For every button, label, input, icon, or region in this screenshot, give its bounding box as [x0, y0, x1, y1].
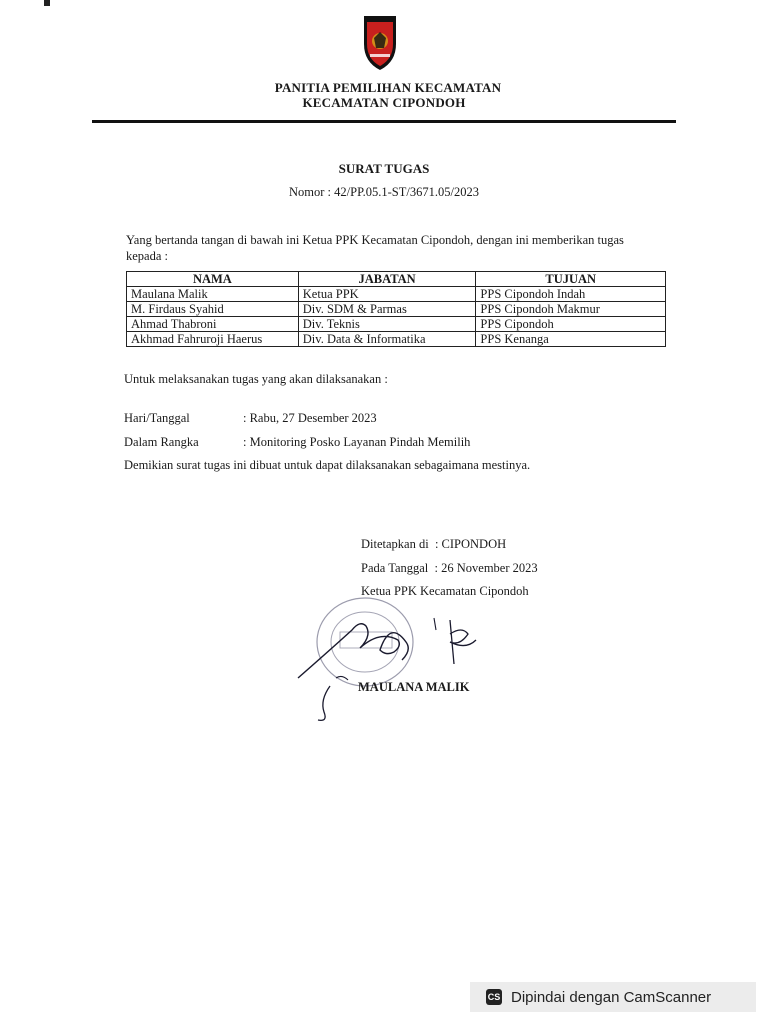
scan-corner-mark: [44, 0, 50, 6]
table-row: [127, 317, 666, 332]
sign-role: Ketua PPK Kecamatan Cipondoh: [361, 584, 529, 598]
detail-label-date: Hari/Tanggal: [124, 411, 190, 425]
cell-tujuan: PPS Kenanga: [476, 332, 666, 347]
camscanner-watermark: [470, 982, 756, 1012]
column-header-jabatan: JABATAN: [298, 272, 476, 287]
signatory-name: MAULANA MALIK: [358, 680, 470, 694]
column-header-nama: NAMA: [127, 272, 299, 287]
camscanner-icon: CS: [486, 989, 502, 1005]
sign-date: Pada Tanggal : 26 November 2023: [361, 561, 538, 575]
header-line-1: PANITIA PEMILIHAN KECAMATAN: [274, 80, 502, 95]
closing-paragraph: Demikian surat tugas ini dibuat untuk dapat dilaksanakan sebagaimana mestinya.: [124, 458, 531, 472]
sign-place: Ditetapkan di : CIPONDOH: [361, 537, 507, 551]
detail-value-purpose: : Monitoring Posko Layanan Pindah Memilih: [243, 435, 471, 449]
cell-jabatan: Div. SDM & Parmas: [298, 302, 476, 317]
kpu-logo: [362, 14, 398, 72]
cell-nama: M. Firdaus Syahid: [127, 302, 299, 317]
letter-number: Nomor : 42/PP.05.1-ST/3671.05/2023: [289, 185, 479, 199]
detail-label-purpose: Dalam Rangka: [124, 435, 199, 449]
letter-title: SURAT TUGAS: [338, 161, 430, 176]
detail-value-date: : Rabu, 27 Desember 2023: [243, 411, 377, 425]
cell-nama: Akhmad Fahruroji Haerus: [127, 332, 299, 347]
table-header-row: [127, 272, 666, 287]
header-line-2: KECAMATAN CIPONDOH: [302, 95, 466, 110]
cell-nama: Ahmad Thabroni: [127, 317, 299, 332]
cell-tujuan: PPS Cipondoh Indah: [476, 287, 666, 302]
header-divider: [92, 120, 676, 123]
assignment-table: [126, 271, 666, 347]
table-row: [127, 287, 666, 302]
column-header-tujuan: TUJUAN: [476, 272, 666, 287]
cell-jabatan: Ketua PPK: [298, 287, 476, 302]
official-stamp-and-signature: [290, 590, 490, 730]
table-row: [127, 332, 666, 347]
cell-tujuan: PPS Cipondoh Makmur: [476, 302, 666, 317]
task-intro: Untuk melaksanakan tugas yang akan dilaksanakan :: [124, 372, 388, 386]
table-row: [127, 302, 666, 317]
camscanner-text: Dipindai dengan CamScanner: [511, 988, 712, 1006]
cell-jabatan: Div. Data & Informatika: [298, 332, 476, 347]
intro-paragraph: Yang bertanda tangan di bawah ini Ketua PPK Kecamatan Cipondoh, dengan ini memberikan tugas kepada :: [126, 233, 624, 263]
cell-jabatan: Div. Teknis: [298, 317, 476, 332]
cell-tujuan: PPS Cipondoh: [476, 317, 666, 332]
cell-nama: Maulana Malik: [127, 287, 299, 302]
